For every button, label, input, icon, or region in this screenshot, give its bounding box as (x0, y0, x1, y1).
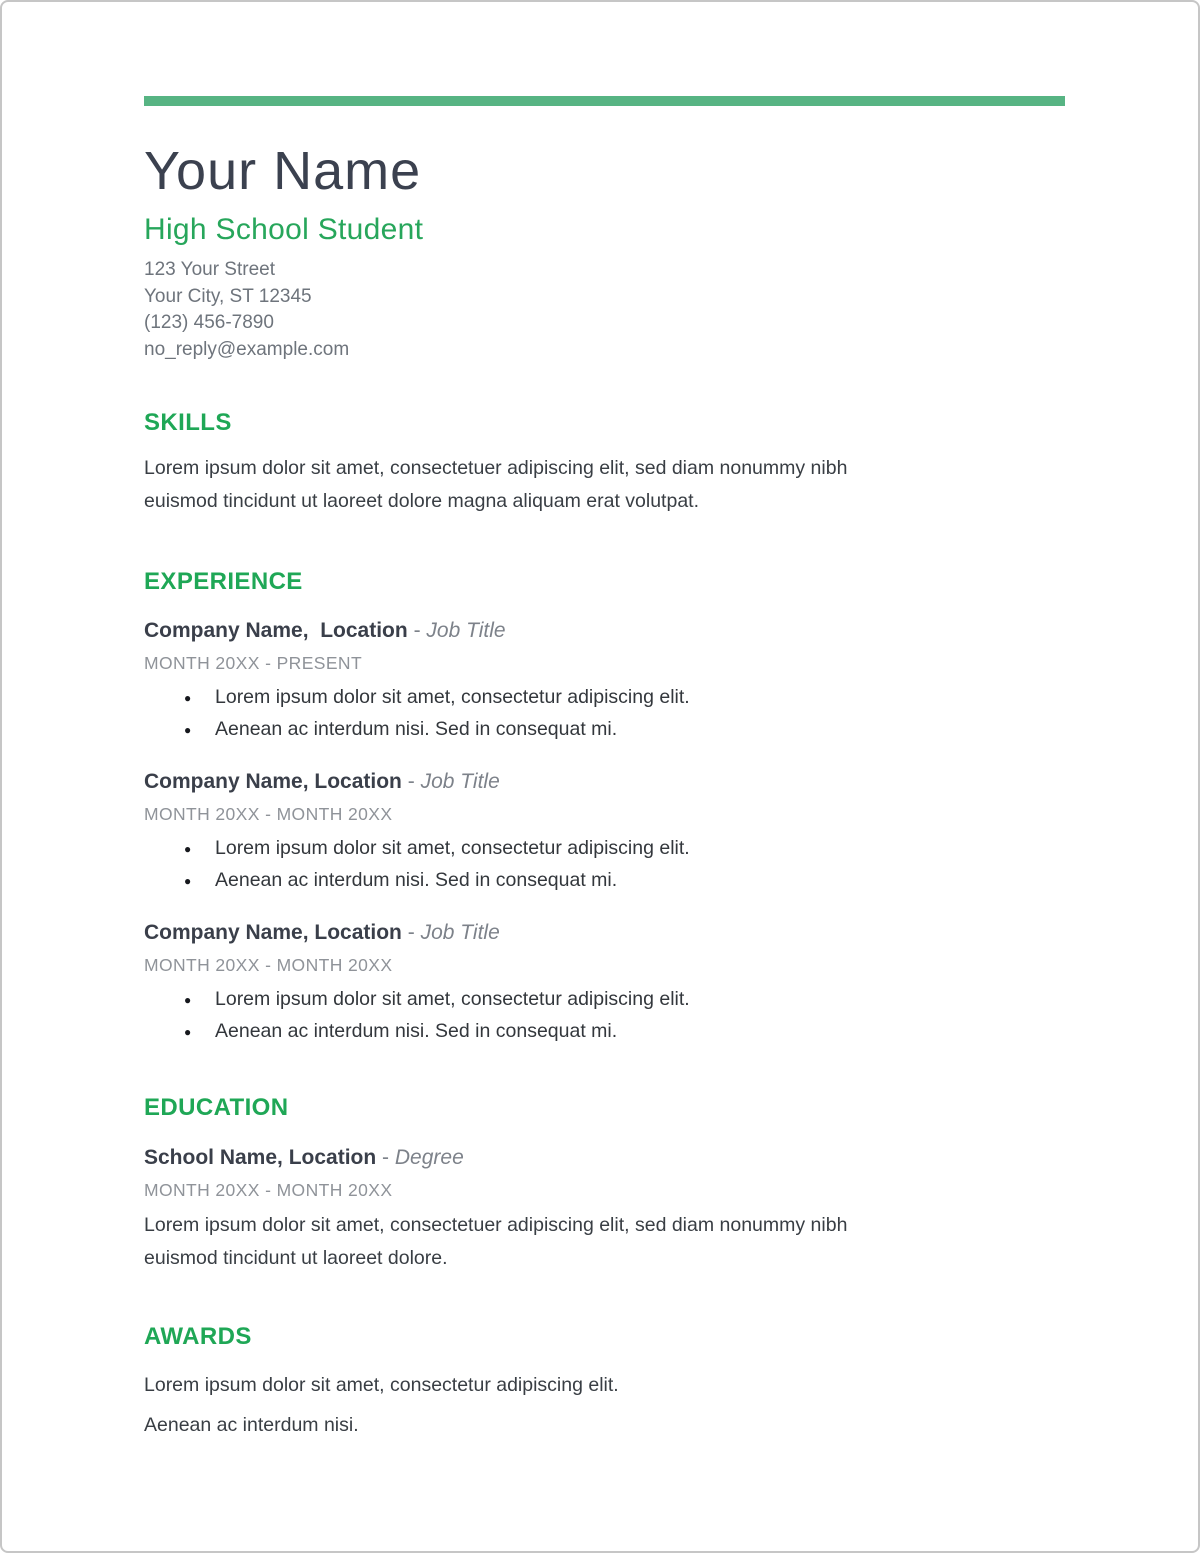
person-name: Your Name (144, 141, 422, 201)
job-title: Job Title (420, 770, 500, 794)
contact-email: no_reply@example.com (144, 338, 350, 360)
contact-block (144, 257, 1061, 363)
section-skills (144, 409, 1061, 518)
entry-title (144, 919, 1061, 946)
entry-dates: MONTH 20XX - MONTH 20XX (144, 804, 393, 825)
school-name: School Name, Location (144, 1145, 377, 1169)
contact-street: 123 Your Street (144, 259, 275, 281)
entry-title (144, 768, 1061, 795)
bullet-item: ● Aenean ac interdum nisi. Sed in consequat mi. (144, 716, 904, 742)
bullet-item: ● Lorem ipsum dolor sit amet, consectetur adipiscing elit. (144, 986, 904, 1012)
entry-title (144, 1144, 1061, 1171)
skills-paragraph: Lorem ipsum dolor sit amet, consectetuer adipiscing elit, sed diam nonummy nibh euismod tincidunt ut laoreet dolore magna aliquam erat volutpat. (144, 456, 848, 512)
award-line: Aenean ac interdum nisi. (144, 1414, 359, 1437)
skills-heading: SKILLS (144, 409, 232, 437)
contact-city: Your City, ST 12345 (144, 285, 312, 307)
experience-entry (144, 919, 1061, 1044)
bullet-item: ● Aenean ac interdum nisi. Sed in consequat mi. (144, 1018, 904, 1044)
entry-title (144, 617, 1061, 644)
section-awards (144, 1323, 1061, 1440)
entry-dates: MONTH 20XX - PRESENT (144, 653, 363, 674)
title-separator: - (382, 1145, 390, 1169)
entry-bullet-list (144, 986, 1061, 1044)
company-name: Company Name, Location (144, 921, 402, 945)
education-entry (144, 1144, 1061, 1275)
awards-heading: AWARDS (144, 1322, 252, 1350)
bullet-item: ● Lorem ipsum dolor sit amet, consectetur adipiscing elit. (144, 684, 904, 710)
section-education (144, 1094, 1061, 1275)
title-separator: - (413, 619, 421, 643)
bullet-item: ● Lorem ipsum dolor sit amet, consectetur adipiscing elit. (144, 835, 904, 861)
entry-dates: MONTH 20XX - MONTH 20XX (144, 1179, 393, 1200)
company-name: Company Name, Location (144, 770, 402, 794)
degree: Degree (394, 1145, 464, 1169)
bullet-item: ● Aenean ac interdum nisi. Sed in consequat mi. (144, 867, 904, 893)
experience-entry (144, 617, 1061, 742)
section-experience (144, 568, 1061, 1045)
title-separator: - (407, 770, 415, 794)
job-title: Job Title (426, 619, 506, 643)
job-title: Job Title (420, 921, 500, 945)
entry-bullet-list (144, 684, 1061, 742)
title-separator: - (407, 921, 415, 945)
education-paragraph: Lorem ipsum dolor sit amet, consectetuer adipiscing elit, sed diam nonummy nibh euismod tincidunt ut laoreet dolore. (144, 1213, 848, 1269)
entry-bullet-list (144, 835, 1061, 893)
education-heading: EDUCATION (144, 1094, 289, 1122)
company-name: Company Name, Location (144, 619, 408, 643)
experience-entry (144, 768, 1061, 893)
entry-dates: MONTH 20XX - MONTH 20XX (144, 955, 393, 976)
experience-heading: EXPERIENCE (144, 567, 303, 595)
accent-bar (144, 96, 1065, 106)
award-line: Lorem ipsum dolor sit amet, consectetur adipiscing elit. (144, 1374, 619, 1397)
person-title: High School Student (144, 213, 424, 247)
contact-phone: (123) 456-7890 (144, 312, 274, 334)
